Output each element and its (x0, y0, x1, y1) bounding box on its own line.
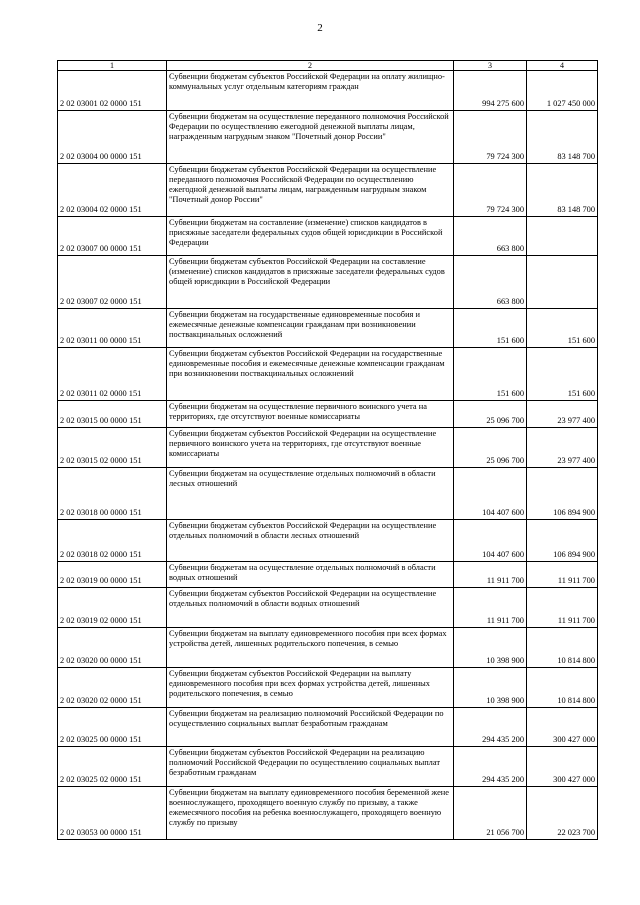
table-row (58, 787, 598, 840)
row-value-col3: 294 435 200 (454, 747, 527, 787)
row-description: Субвенции бюджетам на осуществление отдельных полномочий в области водных отношений (167, 562, 454, 588)
row-value-col3: 11 911 700 (454, 588, 527, 628)
table-row (58, 164, 598, 217)
table-row (58, 428, 598, 468)
row-code: 2 02 03025 00 0000 151 (58, 708, 167, 747)
row-value-col3: 10 398 900 (454, 628, 527, 668)
row-description: Субвенции бюджетам субъектов Российской Федерации на оплату жилищно-коммунальных услуг отдельным категориям граждан (167, 71, 454, 111)
table-row (58, 468, 598, 520)
row-code: 2 02 03018 02 0000 151 (58, 520, 167, 562)
row-value-col4 (527, 256, 598, 309)
table-row (58, 111, 598, 164)
row-value-col3: 663 800 (454, 217, 527, 256)
row-code: 2 02 03025 02 0000 151 (58, 747, 167, 787)
row-value-col3: 10 398 900 (454, 668, 527, 708)
row-description: Субвенции бюджетам субъектов Российской Федерации на реализацию полномочий Российской Федерации по осуществлению социальных выплат безработным гражданам (167, 747, 454, 787)
row-value-col4: 300 427 000 (527, 708, 598, 747)
row-value-col4: 151 600 (527, 348, 598, 401)
row-value-col3: 11 911 700 (454, 562, 527, 588)
row-code: 2 02 03019 00 0000 151 (58, 562, 167, 588)
row-description: Субвенции бюджетам на выплату единовременного пособия при всех формах устройства детей, лишенных родительского попечения, в семью (167, 628, 454, 668)
row-description: Субвенции бюджетам субъектов Российской Федерации на выплату единовременного пособия при всех формах устройства детей, лишенных родительского попечения, в семью (167, 668, 454, 708)
row-code: 2 02 03019 02 0000 151 (58, 588, 167, 628)
row-value-col4: 10 814 800 (527, 668, 598, 708)
row-description: Субвенции бюджетам субъектов Российской Федерации на осуществление первичного воинского учета на территориях, где отсутствуют военные комиссариаты (167, 428, 454, 468)
row-code: 2 02 03015 02 0000 151 (58, 428, 167, 468)
table-row (58, 708, 598, 747)
row-value-col4 (527, 217, 598, 256)
row-description: Субвенции бюджетам на реализацию полномочий Российской Федерации по осуществлению социальных выплат безработным гражданам (167, 708, 454, 747)
row-code: 2 02 03007 00 0000 151 (58, 217, 167, 256)
row-value-col3: 25 096 700 (454, 401, 527, 428)
row-value-col4: 11 911 700 (527, 562, 598, 588)
column-header-4: 4 (527, 61, 598, 71)
table-row (58, 348, 598, 401)
row-code: 2 02 03001 02 0000 151 (58, 71, 167, 111)
table-row (58, 256, 598, 309)
row-value-col3: 104 407 600 (454, 520, 527, 562)
row-value-col3: 79 724 300 (454, 111, 527, 164)
row-value-col3: 994 275 600 (454, 71, 527, 111)
row-value-col3: 294 435 200 (454, 708, 527, 747)
table-row (58, 71, 598, 111)
row-code: 2 02 03053 00 0000 151 (58, 787, 167, 840)
row-value-col3: 79 724 300 (454, 164, 527, 217)
row-code: 2 02 03004 00 0000 151 (58, 111, 167, 164)
row-description: Субвенции бюджетам субъектов Российской Федерации на осуществление отдельных полномочий в области лесных отношений (167, 520, 454, 562)
row-value-col3: 21 056 700 (454, 787, 527, 840)
row-code: 2 02 03020 02 0000 151 (58, 668, 167, 708)
row-code: 2 02 03015 00 0000 151 (58, 401, 167, 428)
row-description: Субвенции бюджетам субъектов Российской Федерации на составление (изменение) списков кандидатов в присяжные заседатели федеральных судов общей юрисдикции в Российской Федерации (167, 256, 454, 309)
row-value-col4: 106 894 900 (527, 468, 598, 520)
row-value-col4: 106 894 900 (527, 520, 598, 562)
row-value-col3: 151 600 (454, 348, 527, 401)
table-row (58, 309, 598, 348)
row-description: Субвенции бюджетам субъектов Российской Федерации на осуществление отдельных полномочий в области водных отношений (167, 588, 454, 628)
table-row (58, 668, 598, 708)
row-description: Субвенции бюджетам на осуществление отдельных полномочий в области лесных отношений (167, 468, 454, 520)
row-value-col3: 104 407 600 (454, 468, 527, 520)
header-row (58, 61, 598, 71)
column-header-1: 1 (58, 61, 167, 71)
table-row (58, 562, 598, 588)
row-description: Субвенции бюджетам на государственные единовременные пособия и ежемесячные денежные компенсации гражданам при возникновении поствакцинальных осложнений (167, 309, 454, 348)
row-description: Субвенции бюджетам на осуществление первичного воинского учета на территориях, где отсутствуют военные комиссариаты (167, 401, 454, 428)
row-code: 2 02 03004 02 0000 151 (58, 164, 167, 217)
table-row (58, 747, 598, 787)
row-value-col4: 1 027 450 000 (527, 71, 598, 111)
row-value-col4: 83 148 700 (527, 111, 598, 164)
column-header-2: 2 (167, 61, 454, 71)
row-value-col4: 10 814 800 (527, 628, 598, 668)
row-code: 2 02 03018 00 0000 151 (58, 468, 167, 520)
row-value-col3: 151 600 (454, 309, 527, 348)
row-description: Субвенции бюджетам субъектов Российской Федерации на государственные единовременные пособия и ежемесячные денежные компенсации гражданам при возникновении поствакцинальных осложнений (167, 348, 454, 401)
row-value-col4: 23 977 400 (527, 428, 598, 468)
page-number: 2 (317, 22, 323, 34)
row-value-col4: 83 148 700 (527, 164, 598, 217)
row-value-col4: 151 600 (527, 309, 598, 348)
row-code: 2 02 03011 02 0000 151 (58, 348, 167, 401)
row-value-col4: 300 427 000 (527, 747, 598, 787)
row-description: Субвенции бюджетам на выплату единовременного пособия беременной жене военнослужащего, проходящего военную службу по призыву, а также ежемесячного пособия на ребенка военнослужащего, проходящего военную службу по призыву (167, 787, 454, 840)
table-row (58, 217, 598, 256)
row-code: 2 02 03011 00 0000 151 (58, 309, 167, 348)
row-description: Субвенции бюджетам на составление (изменение) списков кандидатов в присяжные заседатели федеральных судов общей юрисдикции в Российской Федерации (167, 217, 454, 256)
row-value-col4: 22 023 700 (527, 787, 598, 840)
column-header-3: 3 (454, 61, 527, 71)
row-value-col3: 25 096 700 (454, 428, 527, 468)
table-row (58, 588, 598, 628)
row-value-col3: 663 800 (454, 256, 527, 309)
table-row (58, 401, 598, 428)
row-code: 2 02 03020 00 0000 151 (58, 628, 167, 668)
budget-table (57, 60, 598, 840)
table-row (58, 628, 598, 668)
row-value-col4: 11 911 700 (527, 588, 598, 628)
row-description: Субвенции бюджетам на осуществление переданного полномочия Российской Федерации по осуществлению ежегодной денежной выплаты лицам, награжденным нагрудным знаком "Почетный донор России" (167, 111, 454, 164)
row-description: Субвенции бюджетам субъектов Российской Федерации на осуществление переданного полномочия Российской Федерации по осуществлению ежегодной денежной выплаты лицам, награжденным нагрудным знаком "Почетный донор России" (167, 164, 454, 217)
table-row (58, 520, 598, 562)
row-value-col4: 23 977 400 (527, 401, 598, 428)
row-code: 2 02 03007 02 0000 151 (58, 256, 167, 309)
